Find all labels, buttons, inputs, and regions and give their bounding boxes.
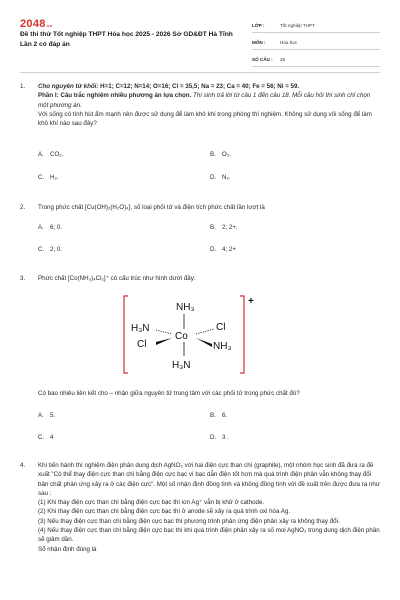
option-text: 6; 0. [50,224,63,231]
option-text: 4 [50,434,54,441]
question-stem: Phức chất [Co(NH₃)₄Cl₂]⁺ có cấu trúc như hình dưới đây: [38,275,196,282]
bond-left-dashed [156,330,172,334]
meta-key: MÔN : [252,40,266,46]
bond-right-dashed [196,329,214,334]
question-3 [20,274,380,288]
question-4 [20,461,380,597]
option-letter: A. [38,412,44,419]
atom-bottom: H₃N [172,360,191,371]
option-a[interactable] [38,150,63,159]
option-d[interactable] [210,433,229,442]
option-text: N₂. [222,174,231,181]
option-text: CO₂. [50,151,64,158]
meta-key: SỐ CÂU : [252,57,273,63]
question-intro: Khi tiến hành thí nghiệm điện phân dung dịch AgNO₃ với hai điện cực than chì (graphite), một nhóm học sinh đã đưa ra đề xuất "Có thể thay điện cực than chì bằng điện cực bạc vì bạc dẫn điện tốt hơn mà quá trình điện phân vẫn không thay đổi bản chất phản ứng xảy ra ở các điện cực". Một số nhận định đồng tình và không đồng tình với đề xuất trên được đưa ra như sau : [38,462,380,497]
option-d[interactable] [210,245,236,254]
atom-left: H₃N [131,323,150,334]
question-1 [20,82,380,192]
option-letter: C. [38,174,45,181]
charge-label: + [248,296,254,307]
option-a[interactable] [38,411,55,420]
question-prompt: Số nhận định đúng là [38,545,97,553]
atomic-label: Cho nguyên tử khối: [38,83,99,90]
option-text: 5. [50,412,56,419]
option-letter: B. [210,224,216,231]
structure-svg [122,292,262,377]
option-letter: C. [38,246,45,253]
option-letter: A. [38,224,44,231]
atom-lower-right: NH₃ [213,341,232,352]
option-letter: D. [210,434,217,441]
option-text: O₂. [222,151,231,158]
option-c[interactable] [38,173,59,182]
atom-lower-left: Cl [137,339,147,350]
meta-row-subject [252,33,380,50]
bond-lower-right-wedge [196,338,212,347]
option-text: 4; 2+ [222,246,236,253]
meta-row-class [252,16,380,33]
document-header [20,14,380,68]
option-letter: B. [210,151,216,158]
question-body [38,389,380,398]
atomic-masses [38,82,380,91]
option-d[interactable] [210,173,231,182]
meta-value: Tốt nghiệp THPT [280,23,315,29]
question-text: Có bao nhiêu liên kết cho – nhận giữa nguyên tử trung tâm với các phối tử trong phức chất đó? [38,390,300,397]
statement-2: (2) Khi thay điện cực than chì bằng điện cực bạc thì ở anode sẽ xảy ra quá trình oxi hóa Ag. [38,508,291,516]
question-2 [20,203,380,263]
question-number: 4. [20,462,26,469]
left-bracket [124,296,128,373]
option-letter: D. [210,246,217,253]
option-letter: A. [38,151,44,158]
logo-text: 2048 [20,18,46,30]
option-text: H₂. [50,174,59,181]
statement-1: (1) Khi thay điện cực than chì bằng điện cực bạc thì ion Ag⁺ vẫn bị khử ở cathode. [38,499,265,507]
logo-suffix: .vn [45,23,53,28]
part-label: Phần I: Câu trắc nghiệm nhiều phương án lựa chọn. [38,92,192,100]
part-instructions [38,91,380,110]
option-b[interactable] [210,150,231,159]
atom-top: NH₃ [176,302,195,313]
question-body [38,82,380,128]
question-number: 3. [20,275,26,282]
statement-4: (4) Nếu thay điện cực than chì bằng điện cực bạc thì khi quá trình điện phân xảy ra số mol AgNO₃ trong dung dịch điện phân sẽ giảm dần. [38,527,380,544]
atom-right: Cl [216,322,226,333]
document-title: Đề thi thử Tốt nghiệp THPT Hóa học 2025 - 2026 Sở GD&ĐT Hà Tĩnh Lần 2 có đáp án [20,31,233,48]
option-letter: D. [210,174,217,181]
question-number: 2. [20,204,26,211]
question-stem: Trong phức chất [Cu(OH)₂(H₂O)₄], số loại phối tử và điện tích phức chất lần lượt là [38,204,265,211]
statement-3: (3) Nếu thay điện cực than chì bằng điện cực bạc thì phương trình phản ứng điện phân xảy ra không thay đổi. [38,517,340,525]
question-stem: Với sống có tính hút ẩm mạnh nên được sử dụng để làm khô khí trong phòng thí nghiệm. Không sử dụng vôi sống để làm khô khí nào sau đây? [38,110,372,128]
meta-key: LỚP : [252,23,265,29]
option-text: 2; 0. [50,246,63,253]
meta-row-count [252,50,380,67]
part-instr: Thí sinh trả lời từ câu 1 đến câu 18. Mỗi câu hỏi thí sinh chỉ chọn một phương án. [38,92,371,109]
option-letter: C. [38,434,45,441]
option-c[interactable] [38,245,62,254]
bond-lower-left-wedge [156,338,172,345]
atom-center: Co [175,331,188,342]
option-c[interactable] [38,433,53,442]
meta-table [252,16,380,67]
question-number: 1. [20,83,26,90]
question-body [38,203,380,212]
question-body [38,461,380,554]
option-text: 6. [222,412,228,419]
meta-value: Hóa học [280,40,298,46]
option-b[interactable] [210,411,227,420]
option-b[interactable] [210,223,238,232]
option-text: 3 . [222,434,229,441]
question-3-prompt [20,389,380,449]
option-letter: B. [210,412,216,419]
meta-value: 28 [280,57,286,63]
right-bracket [240,296,244,373]
complex-structure-diagram [122,292,262,377]
question-body [38,274,380,283]
option-text: 2; 2+. [222,224,238,231]
header-divider [20,72,380,73]
option-a[interactable] [38,223,62,232]
atomic-values: H=1; C=12; N=14; O=16; Cl = 35,5; Na = 23; Ca = 40; Fe = 56; Ni = 59. [98,83,300,90]
